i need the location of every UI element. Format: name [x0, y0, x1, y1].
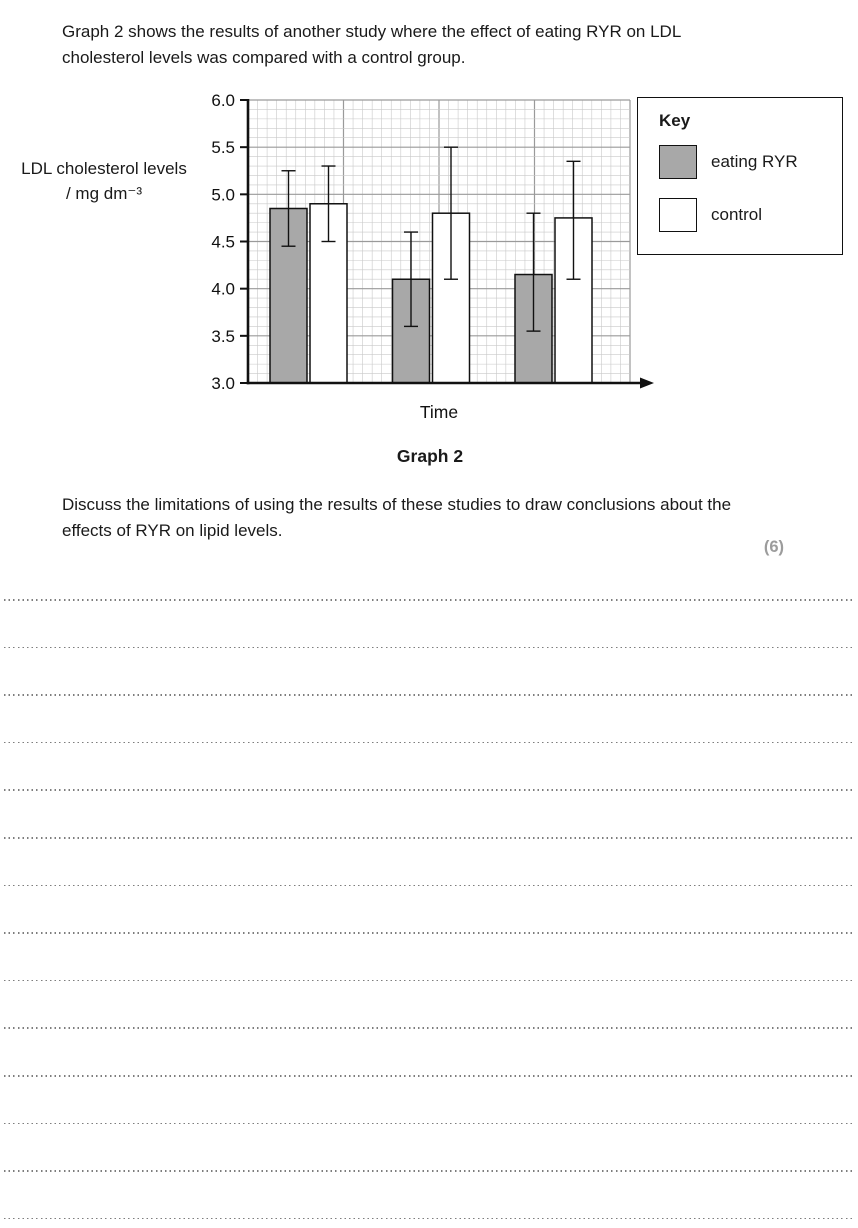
- answer-line: [4, 981, 855, 1029]
- y-axis-label-line2: / mg dm⁻³: [65, 183, 143, 203]
- svg-text:3.0: 3.0: [211, 374, 235, 393]
- svg-text:Time: Time: [419, 402, 459, 422]
- y-axis-label: [8, 157, 200, 206]
- answer-line: [4, 648, 855, 696]
- answer-line: [4, 934, 855, 982]
- answer-lines: [4, 553, 855, 1219]
- svg-text:4.5: 4.5: [211, 232, 235, 252]
- intro-text: Graph 2 shows the results of another study where the effect of eating RYR on LDL cholesterol levels was compared with a control group.: [62, 22, 681, 68]
- answer-line: [4, 1077, 855, 1125]
- answer-line: [4, 886, 855, 934]
- answer-line: [4, 1029, 855, 1077]
- graph-caption: Graph 2: [396, 446, 464, 466]
- legend-label-control: control: [711, 205, 763, 224]
- key-legend: [637, 97, 843, 255]
- answer-line: [4, 743, 855, 791]
- svg-text:4.0: 4.0: [211, 279, 235, 299]
- key-item-eating-ryr: [659, 145, 842, 179]
- answer-line: [4, 839, 855, 887]
- answer-line: [4, 791, 855, 839]
- question-text: Discuss the limitations of using the results of these studies to draw conclusions about the effects of RYR on lipid levels.: [62, 495, 732, 541]
- answer-line: [4, 1172, 855, 1220]
- svg-text:5.5: 5.5: [211, 138, 235, 158]
- legend-label-eating-ryr: eating RYR: [711, 152, 798, 171]
- key-item-control: [659, 198, 842, 232]
- svg-text:5.0: 5.0: [211, 185, 235, 205]
- legend-swatch-control: [659, 198, 697, 232]
- y-axis-label-line1: LDL cholesterol levels: [21, 159, 187, 178]
- answer-line: [4, 696, 855, 744]
- bar-chart-svg: [200, 92, 670, 427]
- answer-line: [4, 1124, 855, 1172]
- svg-text:6.0: 6.0: [211, 92, 235, 110]
- key-title: Key: [659, 111, 691, 130]
- answer-line: [4, 601, 855, 649]
- svg-text:3.5: 3.5: [211, 326, 235, 346]
- marks-badge: (6): [763, 538, 784, 556]
- legend-swatch-eating-ryr: [659, 145, 697, 179]
- answer-line: [4, 553, 855, 601]
